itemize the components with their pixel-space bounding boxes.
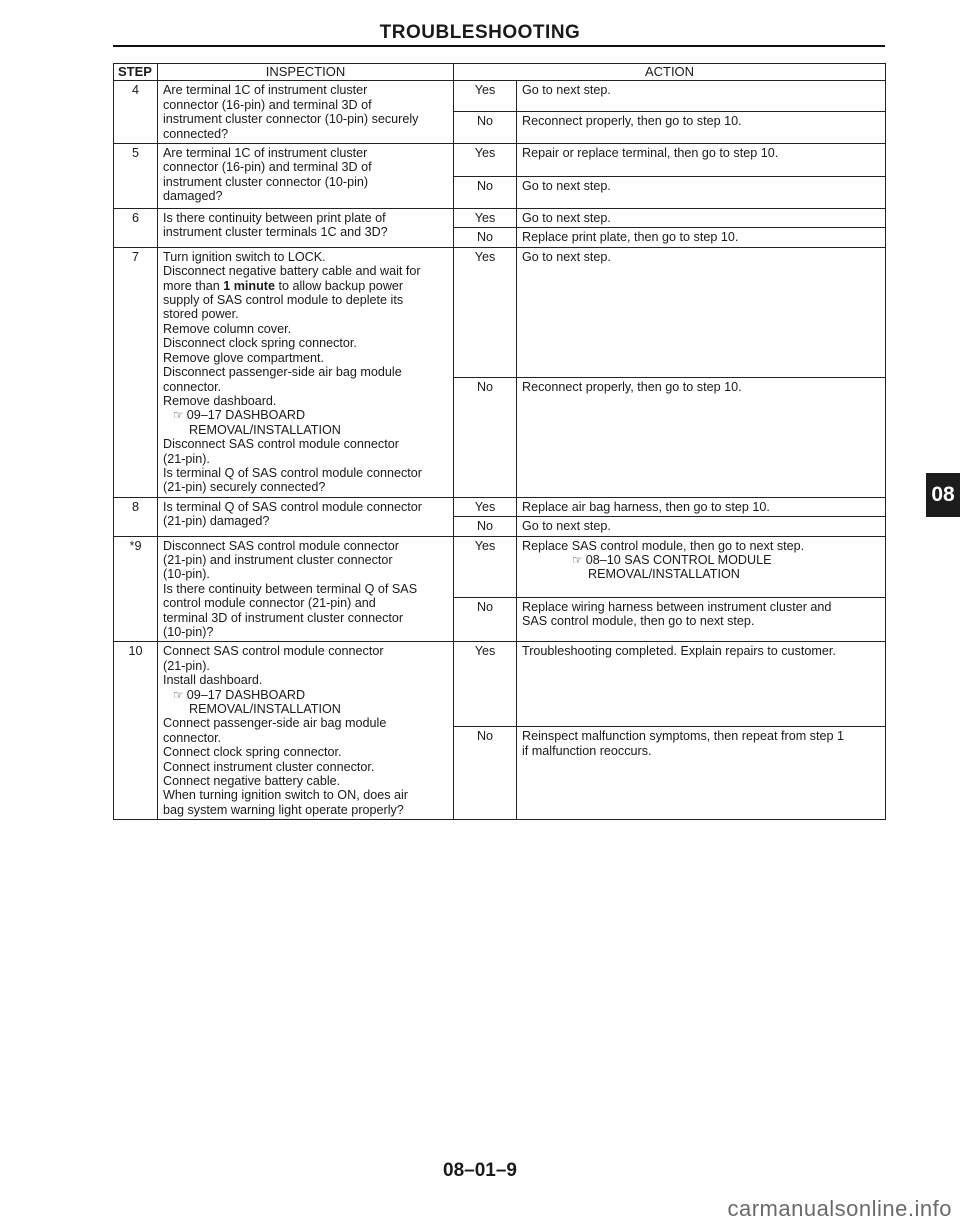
inspection-line: damaged? <box>163 189 223 204</box>
step-number: *9 <box>114 536 158 642</box>
action-cell <box>517 144 886 177</box>
troubleshooting-table <box>113 63 886 820</box>
pointing-hand-icon: ☞ <box>572 552 583 567</box>
header-step: STEP <box>114 64 158 81</box>
inspection-line: (10-pin)? <box>163 625 214 639</box>
table-row <box>114 497 886 516</box>
reference-line: REMOVAL/INSTALLATION <box>189 422 341 437</box>
reference-line: REMOVAL/INSTALLATION <box>588 567 740 582</box>
answer-yes: Yes <box>454 642 517 727</box>
table-row <box>114 536 886 597</box>
answer-yes: Yes <box>454 144 517 177</box>
answer-no: No <box>454 727 517 820</box>
inspection-text: more than <box>163 278 224 293</box>
inspection-line: Connect instrument cluster connector. <box>163 759 375 774</box>
reference-link[interactable]: 09–17 DASHBOARD <box>186 687 306 702</box>
inspection-line: instrument cluster terminals 1C and 3D? <box>163 225 388 240</box>
inspection-line: control module connector (21-pin) and <box>163 596 376 611</box>
reference-line: REMOVAL/INSTALLATION <box>189 702 341 717</box>
action-line: Replace air bag harness, then go to step 10. <box>522 499 770 514</box>
inspection-line: terminal 3D of instrument cluster connector <box>163 610 404 625</box>
reference-link[interactable]: 08–10 SAS CONTROL MODULE <box>585 552 772 567</box>
inspection-line: Connect negative battery cable. <box>163 774 341 789</box>
inspection-line <box>163 279 448 293</box>
page-title: TROUBLESHOOTING <box>379 22 581 43</box>
inspection-line: Connect clock spring connector. <box>163 745 342 760</box>
table-row <box>114 144 886 177</box>
inspection-line: (21-pin). <box>163 658 210 673</box>
step-number: 8 <box>114 497 158 536</box>
inspection-line: (10-pin). <box>163 567 210 582</box>
inspection-cell <box>158 497 454 536</box>
answer-yes: Yes <box>454 497 517 516</box>
inspection-line: Is terminal Q of SAS control module connector <box>163 465 422 480</box>
action-cell <box>517 112 886 144</box>
inspection-line: Turn ignition switch to LOCK. <box>163 249 326 264</box>
answer-yes: Yes <box>454 209 517 228</box>
action-line: Replace SAS control module, then go to next step. <box>522 538 805 553</box>
action-line: if malfunction reoccurs. <box>522 743 652 758</box>
inspection-line: Install dashboard. <box>163 673 263 688</box>
step-number: 4 <box>114 81 158 144</box>
table-row <box>114 81 886 112</box>
action-cell <box>517 228 886 247</box>
inspection-line: (21-pin) securely connected? <box>163 480 326 495</box>
inspection-line: Are terminal 1C of instrument cluster <box>163 146 368 161</box>
page-number: 08–01–9 <box>443 1160 517 1181</box>
inspection-line: supply of SAS control module to deplete its <box>163 293 404 308</box>
table-row <box>114 642 886 727</box>
reference-line <box>522 553 880 567</box>
inspection-line: connector. <box>163 379 222 394</box>
inspection-line: (21-pin) damaged? <box>163 514 270 529</box>
answer-no: No <box>454 112 517 144</box>
answer-no: No <box>454 597 517 642</box>
inspection-line: connected? <box>163 126 229 141</box>
inspection-line: Connect SAS control module connector <box>163 644 384 659</box>
action-cell <box>517 517 886 536</box>
table-row <box>114 209 886 228</box>
inspection-line: Connect passenger-side air bag module <box>163 716 387 731</box>
inspection-line: Remove column cover. <box>163 321 292 336</box>
answer-yes: Yes <box>454 81 517 112</box>
inspection-cell <box>158 536 454 642</box>
pointing-hand-icon: ☞ <box>173 408 184 423</box>
reference-line <box>163 408 448 422</box>
step-number: 7 <box>114 247 158 497</box>
step-number: 10 <box>114 642 158 820</box>
inspection-line: Disconnect passenger-side air bag module <box>163 365 402 380</box>
action-cell <box>517 209 886 228</box>
inspection-cell <box>158 209 454 248</box>
inspection-line: Remove dashboard. <box>163 393 277 408</box>
action-line: Go to next step. <box>522 179 611 194</box>
step-number: 6 <box>114 209 158 248</box>
inspection-line: Is there continuity between terminal Q of SAS <box>163 581 418 596</box>
inspection-line: (21-pin) and instrument cluster connector <box>163 552 393 567</box>
action-cell <box>517 377 886 497</box>
reference-link[interactable]: 09–17 DASHBOARD <box>186 408 306 423</box>
action-line: Reconnect properly, then go to step 10. <box>522 379 742 394</box>
inspection-line: When turning ignition switch to ON, does air <box>163 788 408 803</box>
inspection-cell <box>158 81 454 144</box>
action-line: Repair or replace terminal, then go to step 10. <box>522 146 779 161</box>
action-line: Reconnect properly, then go to step 10. <box>522 114 742 129</box>
answer-no: No <box>454 228 517 247</box>
inspection-cell <box>158 144 454 209</box>
section-tab[interactable]: 08 <box>926 473 960 517</box>
table-header-row <box>114 64 886 81</box>
inspection-line: stored power. <box>163 307 239 322</box>
answer-no: No <box>454 177 517 209</box>
step-number: 5 <box>114 144 158 209</box>
action-cell <box>517 727 886 820</box>
inspection-line: Remove glove compartment. <box>163 350 324 365</box>
action-line: Go to next step. <box>522 249 611 264</box>
inspection-line: (21-pin). <box>163 451 210 466</box>
action-line: Go to next step. <box>522 211 611 226</box>
answer-yes: Yes <box>454 536 517 597</box>
reference-line <box>163 688 448 702</box>
action-cell <box>517 642 886 727</box>
inspection-line: Is there continuity between print plate of <box>163 211 386 226</box>
action-line: Troubleshooting completed. Explain repairs to customer. <box>522 644 836 659</box>
answer-no: No <box>454 517 517 536</box>
inspection-line: Disconnect SAS control module connector <box>163 538 399 553</box>
action-cell <box>517 497 886 516</box>
inspection-line: instrument cluster connector (10-pin) securely <box>163 112 419 127</box>
action-cell <box>517 177 886 209</box>
action-line: Replace wiring harness between instrument cluster and <box>522 599 832 614</box>
inspection-line: Disconnect negative battery cable and wait for <box>163 264 421 279</box>
inspection-line: Is terminal Q of SAS control module connector <box>163 499 422 514</box>
action-line: Go to next step. <box>522 519 611 534</box>
action-line: Replace print plate, then go to step 10. <box>522 230 739 245</box>
table-row <box>114 247 886 377</box>
header-inspection: INSPECTION <box>158 64 454 81</box>
inspection-line: connector. <box>163 730 222 745</box>
action-line: Go to next step. <box>522 83 611 98</box>
inspection-line: Disconnect SAS control module connector <box>163 437 399 452</box>
inspection-line: connector (16-pin) and terminal 3D of <box>163 97 372 112</box>
inspection-text: to allow backup power <box>275 278 404 293</box>
inspection-cell <box>158 642 454 820</box>
header-action: ACTION <box>454 64 886 81</box>
inspection-emphasis: 1 minute <box>223 278 275 293</box>
action-cell <box>517 597 886 642</box>
inspection-line: Are terminal 1C of instrument cluster <box>163 83 368 98</box>
answer-yes: Yes <box>454 247 517 377</box>
title-rule <box>113 45 885 47</box>
inspection-line: instrument cluster connector (10-pin) <box>163 174 369 189</box>
watermark: carmanualsonline.info <box>727 1196 952 1221</box>
action-cell <box>517 247 886 377</box>
action-line: Reinspect malfunction symptoms, then repeat from step 1 <box>522 729 844 744</box>
inspection-line: connector (16-pin) and terminal 3D of <box>163 160 372 175</box>
inspection-line: bag system warning light operate properly? <box>163 802 404 817</box>
action-line: SAS control module, then go to next step. <box>522 613 755 628</box>
inspection-line: Disconnect clock spring connector. <box>163 336 357 351</box>
action-cell <box>517 81 886 112</box>
action-cell <box>517 536 886 597</box>
pointing-hand-icon: ☞ <box>173 687 184 702</box>
answer-no: No <box>454 377 517 497</box>
inspection-cell <box>158 247 454 497</box>
